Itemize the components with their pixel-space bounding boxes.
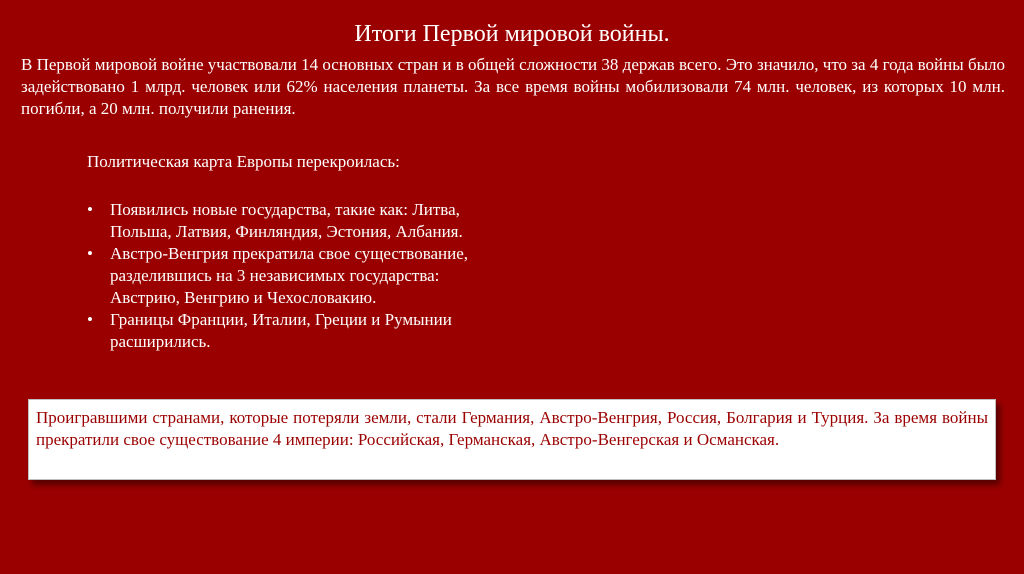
list-item-line: Границы Франции, Италии, Греции и Румынии: [110, 310, 452, 329]
list-item-line: разделившись на 3 независимых государства:: [110, 266, 440, 285]
bullet-icon: •: [87, 200, 93, 219]
slide-title: Итоги Первой мировой войны.: [354, 21, 670, 47]
intro-paragraph: В Первой мировой войне участвовали 14 основных стран и в общей сложности 38 держав всего. Это значило, что за 4 года войны было задействовано 1 млрд. человек или 62% населения планеты. За все время войны мобилизовали 74 млн. человек, из которых 10 млн. погибли, а 20 млн. получили ранения.: [21, 55, 1005, 118]
bullet-icon: •: [87, 310, 93, 329]
list-item-line: Австрию, Венгрию и Чехословакию.: [110, 288, 377, 307]
summary-note-box: [28, 399, 996, 480]
politics-section: [87, 151, 587, 353]
bullet-list: [87, 199, 587, 353]
list-item-line: Польша, Латвия, Финляндия, Эстония, Албания.: [110, 222, 463, 241]
list-item: [87, 309, 587, 353]
politics-heading: Политическая карта Европы перекроилась:: [87, 152, 400, 171]
list-item: [87, 199, 587, 243]
list-item-line: Появились новые государства, такие как: Литва,: [110, 200, 460, 219]
list-item: [87, 243, 587, 309]
list-item-line: Австро-Венгрия прекратила свое существование,: [110, 244, 469, 263]
summary-note-text: Проигравшими странами, которые потеряли земли, стали Германия, Австро-Венгрия, Россия, Болгария и Турция. За время войны прекратили свое существование 4 империи: Российская, Германская, Австро-Венгерская и Османская.: [36, 408, 988, 449]
list-item-line: расширились.: [110, 332, 211, 351]
bullet-icon: •: [87, 244, 93, 263]
